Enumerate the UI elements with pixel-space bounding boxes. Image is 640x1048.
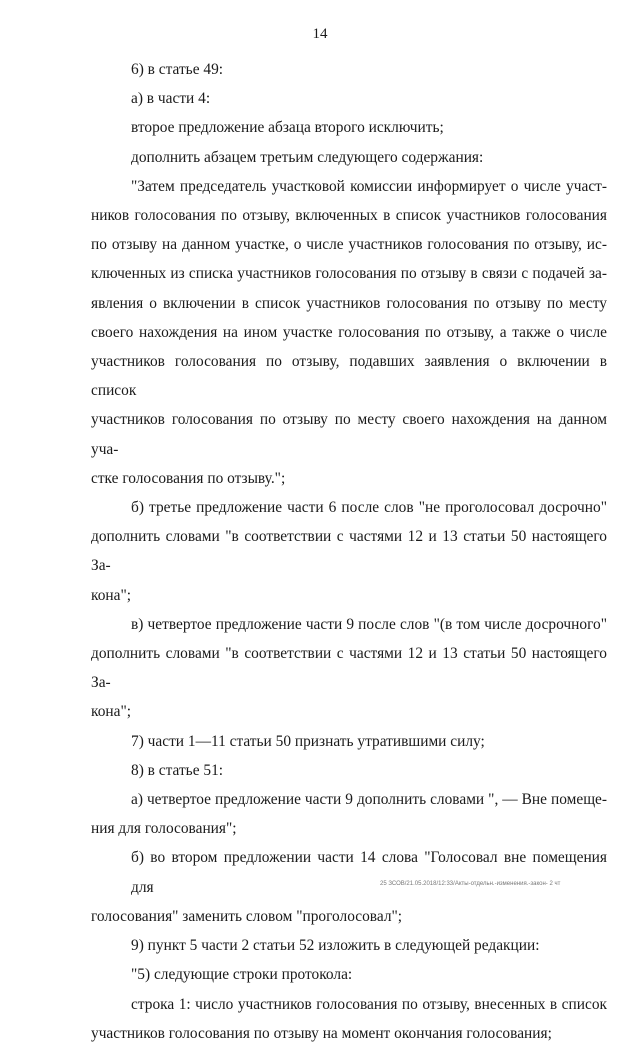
text-line: ников голосования по отзыву, включенных в список участников голосования bbox=[91, 207, 607, 225]
text-line: 8) в статье 51: bbox=[131, 761, 224, 779]
text-line: "5) следующие строки протокола: bbox=[131, 966, 353, 984]
text-line: участников голосования по отзыву на момент окончания голосования; bbox=[91, 1024, 552, 1042]
text-line: в) четвертое предложение части 9 после слов "(в том числе досрочного" bbox=[131, 615, 607, 633]
text-line: участников голосования по отзыву, подавших заявления о включении в список bbox=[91, 353, 607, 400]
text-line: б) третье предложение части 6 после слов "не проголосовал досрочно" bbox=[131, 499, 607, 517]
text-line: строка 1: число участников голосования по отзыву, внесенных в список bbox=[131, 995, 607, 1013]
text-line: голосования" заменить словом "проголосовал"; bbox=[91, 907, 403, 925]
text-line: а) четвертое предложение части 9 дополнить словами ", — Вне помеще- bbox=[131, 791, 607, 809]
text-line: по отзыву на данном участке, о числе участников голосования по отзыву, ис- bbox=[91, 236, 607, 254]
text-line: стке голосования по отзыву."; bbox=[91, 469, 286, 487]
text-line: второе предложение абзаца второго исключить; bbox=[131, 119, 444, 137]
page-number: 14 bbox=[312, 26, 328, 42]
text-line: кона"; bbox=[91, 703, 132, 721]
document-footer: 25 ЗСОВ/21.05.2018/12:33/Акты-отдельн.-изменения.-закон- 2 чт bbox=[380, 881, 561, 887]
text-line: а) в части 4: bbox=[131, 90, 211, 108]
text-line: ключенных из списка участников голосования по отзыву в связи с подачей за- bbox=[91, 265, 607, 283]
text-line: "Затем председатель участковой комиссии информирует о числе участ- bbox=[131, 177, 607, 195]
text-line: своего нахождения на ином участке голосования по отзыву, а также о числе bbox=[91, 323, 607, 341]
text-line: 6) в статье 49: bbox=[131, 61, 224, 78]
text-line: явления о включении в список участников голосования по отзыву по месту bbox=[91, 294, 607, 312]
text-line: кона"; bbox=[91, 586, 132, 604]
document-body bbox=[91, 55, 607, 1048]
text-line: участников голосования по отзыву по месту своего нахождения на данном уча- bbox=[91, 411, 607, 458]
text-line: дополнить словами "в соответствии с частями 12 и 13 статьи 50 настоящего За- bbox=[91, 528, 607, 575]
text-line: б) во втором предложении части 14 слова "Голосовал вне помещения для bbox=[131, 849, 607, 896]
text-line: дополнить словами "в соответствии с частями 12 и 13 статьи 50 настоящего За- bbox=[91, 645, 607, 692]
text-line: ния для голосования"; bbox=[91, 820, 237, 838]
text-line: дополнить абзацем третьим следующего содержания: bbox=[131, 148, 484, 166]
text-line: 9) пункт 5 части 2 статьи 52 изложить в следующей редакции: bbox=[131, 937, 540, 955]
text-line: 7) части 1—11 статьи 50 признать утратившими силу; bbox=[131, 732, 485, 750]
